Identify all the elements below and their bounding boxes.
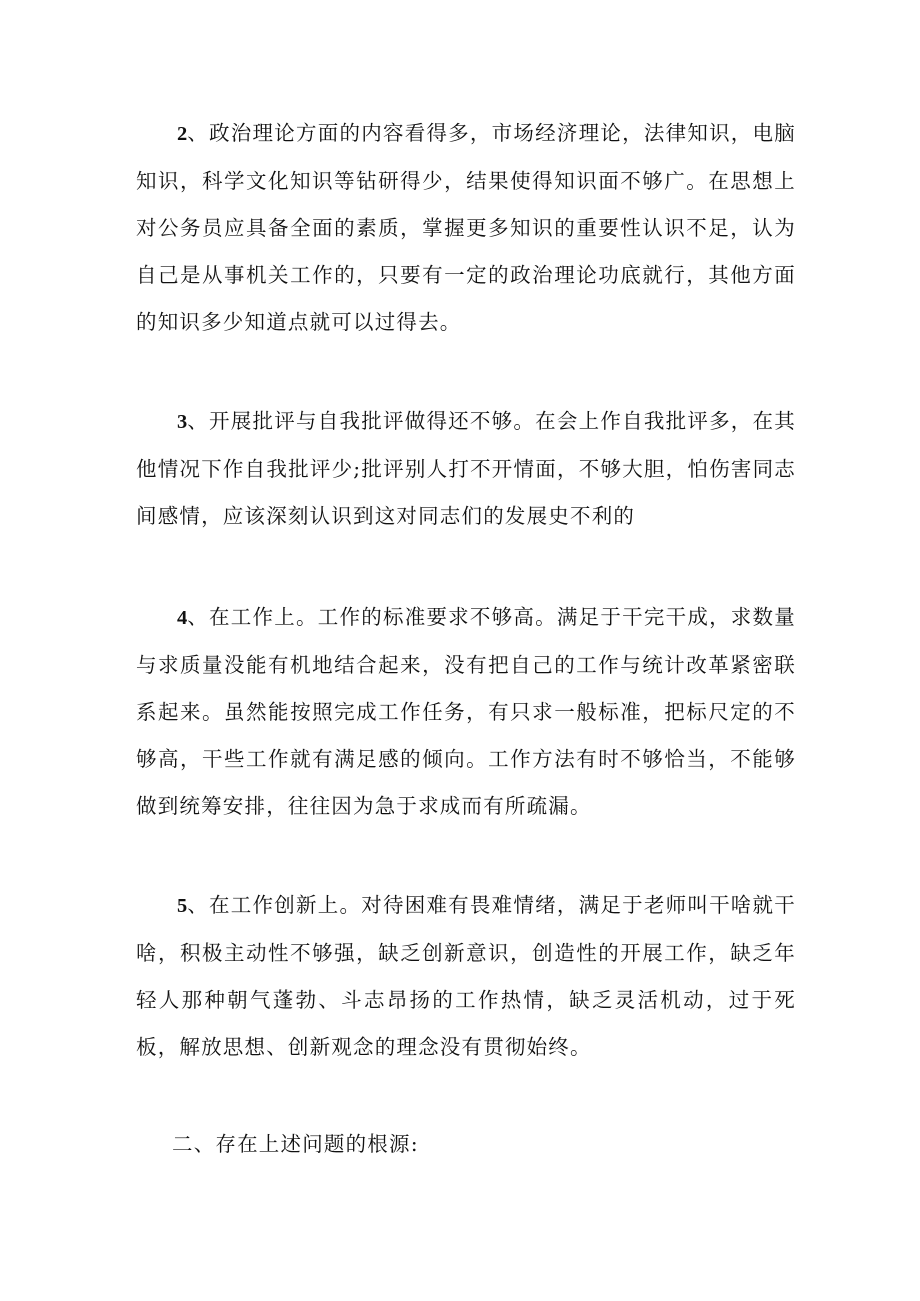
paragraph-text: 、在工作上。工作的标准要求不够高。满足于干完干成，求数量与求质量没能有机地结合起来，没有把自己的工作与统计改革紧密联系起来。虽然能按照完成工作任务，有只求一般标准，把标尺定的不够高，干些工作就有满足感的倾向。工作方法有时不够恰当，不能够做到统筹安排，往往因为急于求成而有所疏漏。 — [136, 605, 796, 818]
paragraph-number: 2 — [177, 123, 188, 145]
paragraph-item-2 — [136, 110, 796, 346]
paragraph-text: 、在工作创新上。对待困难有畏难情绪，满足于老师叫干啥就干啥，积极主动性不够强，缺乏创新意识，创造性的开展工作，缺乏年轻人那种朝气蓬勃、斗志昂扬的工作热情，缺乏灵活机动，过于死板，解放思想、创新观念的理念没有贯彻始终。 — [136, 893, 796, 1059]
paragraph-item-5 — [136, 882, 796, 1071]
paragraph-item-4 — [136, 594, 796, 830]
paragraph-item-3 — [136, 398, 796, 540]
paragraph-number: 3 — [177, 411, 188, 433]
paragraph-text: 、政治理论方面的内容看得多，市场经济理论，法律知识，电脑知识，科学文化知识等钻研得少，结果使得知识面不够广。在思想上对公务员应具备全面的素质，掌握更多知识的重要性认识不足，认为自己是从事机关工作的，只要有一定的政治理论功底就行，其他方面的知识多少知道点就可以过得去。 — [136, 121, 796, 334]
paragraph-text: 、开展批评与自我批评做得还不够。在会上作自我批评多，在其他情况下作自我批评少;批评别人打不开情面，不够大胆，怕伤害同志间感情，应该深刻认识到这对同志们的发展史不利的 — [136, 409, 796, 528]
paragraph-number: 4 — [177, 607, 188, 629]
section-heading: 二、存在上述问题的根源: — [172, 1132, 419, 1156]
paragraph-number: 5 — [177, 895, 188, 917]
